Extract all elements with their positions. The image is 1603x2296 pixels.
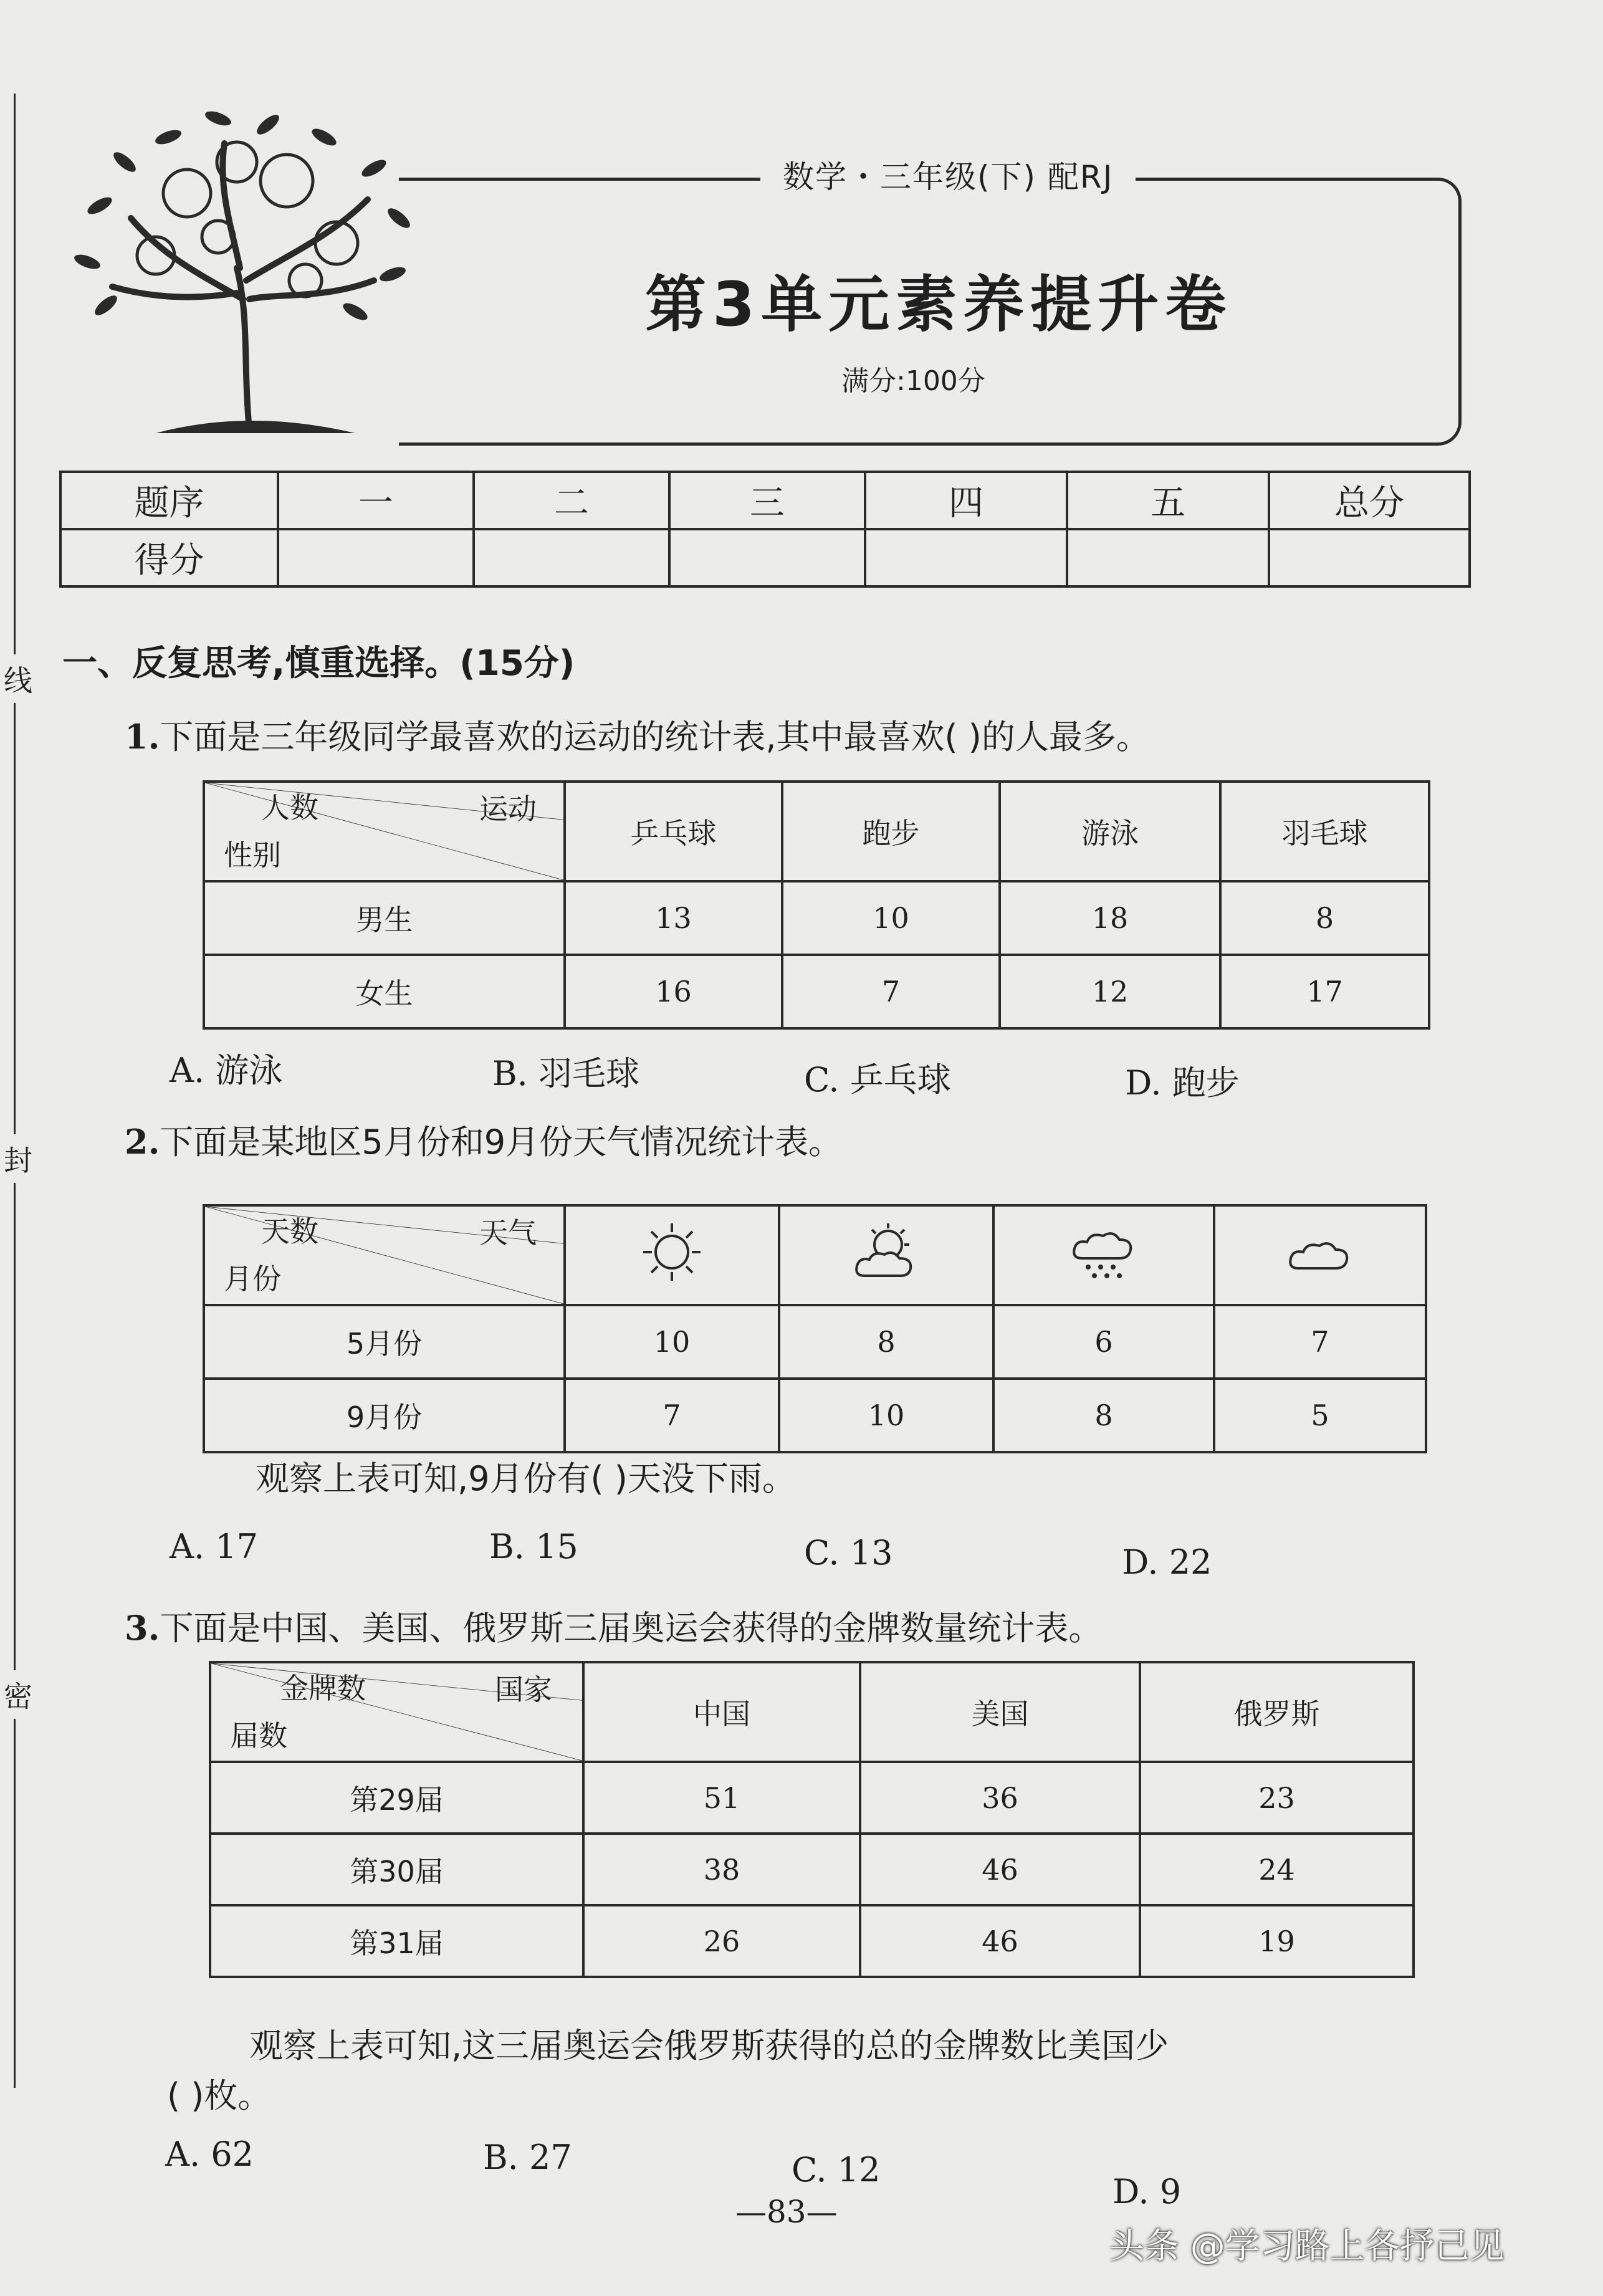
full-score: 满分:100分 bbox=[841, 365, 985, 397]
question-number: 2. bbox=[125, 1122, 160, 1162]
table-cell: 38 bbox=[583, 1834, 860, 1905]
question-text: 下面是某地区5月份和9月份天气情况统计表。 bbox=[160, 1122, 843, 1162]
option-c[interactable]: C. 乒乓球 bbox=[804, 1060, 951, 1099]
table-cell: 10 bbox=[565, 1305, 779, 1379]
diagonal-header bbox=[210, 1662, 583, 1762]
option-c[interactable]: C. 12 bbox=[792, 2150, 881, 2189]
rain-icon bbox=[993, 1205, 1214, 1305]
header-bottom-label: 届数 bbox=[230, 1719, 287, 1753]
score-input-cell[interactable] bbox=[865, 529, 1067, 586]
question-1 bbox=[125, 710, 1150, 758]
header-right-label: 运动 bbox=[479, 792, 537, 826]
question-number: 1. bbox=[125, 717, 160, 757]
diagonal-header bbox=[204, 782, 565, 881]
header-top-label: 金牌数 bbox=[280, 1672, 366, 1705]
observe-text-cont: ( )枚。 bbox=[167, 2076, 272, 2115]
section-title: 一、反复思考,慎重选择。(15分) bbox=[62, 643, 575, 684]
score-header-cell: 总分 bbox=[1269, 472, 1470, 529]
column-header: 俄罗斯 bbox=[1140, 1662, 1414, 1762]
row-label: 5月份 bbox=[204, 1305, 565, 1379]
question-2 bbox=[125, 1116, 842, 1164]
margin-char-mi: 密 bbox=[4, 1670, 32, 1719]
score-header-cell: 五 bbox=[1067, 472, 1269, 529]
option-d[interactable]: D. 跑步 bbox=[1125, 1063, 1240, 1103]
score-input-cell[interactable] bbox=[474, 529, 669, 586]
table-cell: 6 bbox=[993, 1305, 1214, 1379]
score-row-label: 得分 bbox=[60, 529, 278, 586]
option-a[interactable]: A. 17 bbox=[170, 1527, 259, 1566]
table-cell: 12 bbox=[1000, 955, 1220, 1028]
tree-logo-icon bbox=[62, 93, 436, 442]
column-header: 美国 bbox=[860, 1662, 1140, 1762]
score-table bbox=[59, 471, 1471, 588]
subject-label: 数学・三年级(下) 配RJ bbox=[760, 152, 1136, 197]
table-cell: 24 bbox=[1140, 1834, 1414, 1905]
question-3 bbox=[125, 1602, 1102, 1650]
row-label: 第30届 bbox=[210, 1834, 583, 1905]
option-a[interactable]: A. 62 bbox=[165, 2135, 254, 2174]
column-header: 羽毛球 bbox=[1220, 782, 1429, 881]
column-header: 跑步 bbox=[782, 782, 1000, 881]
header-top-label: 人数 bbox=[261, 791, 318, 825]
header-top-label: 天数 bbox=[261, 1215, 318, 1248]
question-text: 下面是中国、美国、俄罗斯三届奥运会获得的金牌数量统计表。 bbox=[160, 1609, 1103, 1648]
table-cell: 23 bbox=[1140, 1762, 1414, 1834]
sports-table bbox=[203, 780, 1430, 1030]
option-d[interactable]: D. 9 bbox=[1113, 2172, 1182, 2211]
option-b[interactable]: B. 羽毛球 bbox=[492, 1054, 640, 1093]
score-input-cell[interactable] bbox=[1269, 529, 1470, 586]
table-cell: 7 bbox=[782, 955, 1000, 1028]
table-cell: 8 bbox=[993, 1379, 1214, 1452]
table-cell: 26 bbox=[583, 1905, 860, 1977]
row-label: 9月份 bbox=[204, 1379, 565, 1452]
observe-text: 观察上表可知,9月份有( )天没下雨。 bbox=[256, 1459, 796, 1498]
option-b[interactable]: B. 15 bbox=[489, 1527, 578, 1566]
row-label: 第29届 bbox=[210, 1762, 583, 1834]
table-cell: 16 bbox=[565, 955, 782, 1028]
row-label: 第31届 bbox=[210, 1905, 583, 1977]
option-c[interactable]: C. 13 bbox=[804, 1533, 893, 1572]
score-header-cell: 一 bbox=[278, 472, 474, 529]
header-right-label: 天气 bbox=[479, 1216, 537, 1250]
score-header-cell: 二 bbox=[474, 472, 669, 529]
row-label: 女生 bbox=[204, 955, 565, 1028]
score-header-cell: 四 bbox=[865, 472, 1067, 529]
column-header: 乒乓球 bbox=[565, 782, 782, 881]
column-header: 中国 bbox=[583, 1662, 860, 1762]
table-cell: 8 bbox=[1220, 881, 1429, 955]
score-input-cell[interactable] bbox=[1067, 529, 1269, 586]
table-cell: 18 bbox=[1000, 881, 1220, 955]
page-number: —83— bbox=[735, 2194, 838, 2230]
option-b[interactable]: B. 27 bbox=[483, 2138, 572, 2177]
table-cell: 46 bbox=[860, 1834, 1140, 1905]
table-cell: 10 bbox=[782, 881, 1000, 955]
table-cell: 19 bbox=[1140, 1905, 1414, 1977]
score-input-cell[interactable] bbox=[278, 529, 474, 586]
margin-char-feng: 封 bbox=[4, 1134, 32, 1183]
table-cell: 36 bbox=[860, 1762, 1140, 1834]
score-input-cell[interactable] bbox=[669, 529, 865, 586]
score-header-cell: 三 bbox=[669, 472, 865, 529]
option-a[interactable]: A. 游泳 bbox=[170, 1051, 283, 1090]
table-cell: 8 bbox=[779, 1305, 993, 1379]
header-right-label: 国家 bbox=[495, 1673, 552, 1706]
sunny-icon bbox=[565, 1205, 779, 1305]
binding-line bbox=[14, 93, 16, 2088]
table-cell: 17 bbox=[1220, 955, 1429, 1028]
medals-table bbox=[209, 1661, 1415, 1978]
column-header: 游泳 bbox=[1000, 782, 1220, 881]
partly-cloudy-icon bbox=[779, 1205, 993, 1305]
table-cell: 7 bbox=[1214, 1305, 1426, 1379]
cloudy-icon bbox=[1214, 1205, 1426, 1305]
table-cell: 13 bbox=[565, 881, 782, 955]
weather-table bbox=[203, 1204, 1427, 1453]
option-d[interactable]: D. 22 bbox=[1122, 1543, 1212, 1582]
diagonal-header bbox=[204, 1205, 565, 1305]
table-cell: 46 bbox=[860, 1905, 1140, 1977]
watermark: 头条 @学习路上各抒己见 bbox=[1109, 2226, 1505, 2267]
table-cell: 5 bbox=[1214, 1379, 1426, 1452]
page-title: 第3单元素养提升卷 bbox=[645, 269, 1233, 340]
question-text: 下面是三年级同学最喜欢的运动的统计表,其中最喜欢( )的人最多。 bbox=[160, 717, 1150, 757]
row-label: 男生 bbox=[204, 881, 565, 955]
table-cell: 51 bbox=[583, 1762, 860, 1834]
header-bottom-label: 月份 bbox=[224, 1262, 281, 1296]
observe-text: 观察上表可知,这三届奥运会俄罗斯获得的总的金牌数比美国少 bbox=[249, 2026, 1169, 2065]
question-number: 3. bbox=[125, 1608, 160, 1648]
table-cell: 7 bbox=[565, 1379, 779, 1452]
table-cell: 10 bbox=[779, 1379, 993, 1452]
score-header-cell: 题序 bbox=[60, 472, 278, 529]
margin-char-xian: 线 bbox=[4, 654, 32, 703]
header-bottom-label: 性别 bbox=[224, 838, 281, 872]
